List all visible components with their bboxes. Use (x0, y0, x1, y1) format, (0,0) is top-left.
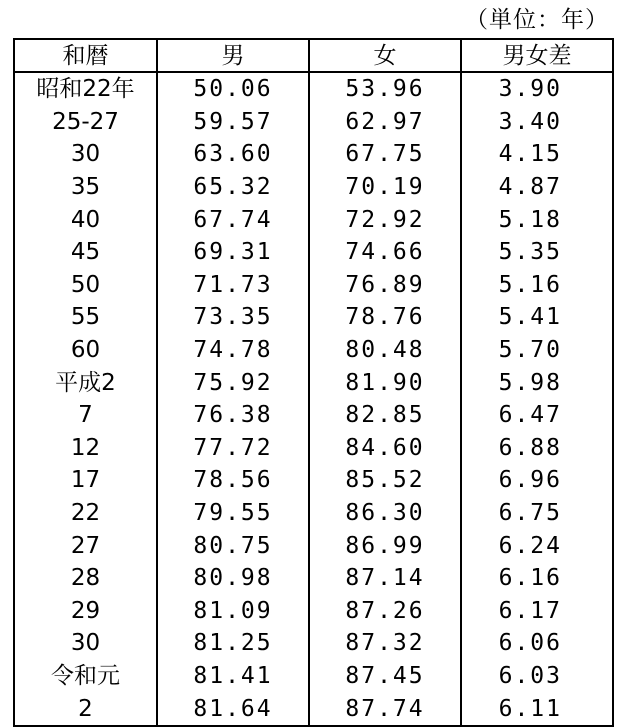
diff-cell: 5.16 (461, 269, 613, 302)
female-cell: 70.19 (309, 171, 461, 204)
table-row (14, 595, 613, 628)
era-cell: 35 (14, 171, 157, 204)
diff-cell: 6.06 (461, 627, 613, 660)
era-cell: 27 (14, 529, 157, 562)
era-cell: 45 (14, 236, 157, 269)
header-era: 和暦 (14, 39, 157, 72)
header-male: 男 (157, 39, 309, 72)
female-cell: 76.89 (309, 269, 461, 302)
female-cell: 87.74 (309, 692, 461, 726)
male-cell: 67.74 (157, 203, 309, 236)
female-cell: 86.30 (309, 497, 461, 530)
table-body (14, 72, 613, 726)
female-cell: 87.26 (309, 595, 461, 628)
diff-cell: 6.47 (461, 399, 613, 432)
diff-cell: 3.40 (461, 106, 613, 139)
female-cell: 87.32 (309, 627, 461, 660)
table-row (14, 138, 613, 171)
table-row (14, 529, 613, 562)
era-cell: 50 (14, 269, 157, 302)
male-cell: 79.55 (157, 497, 309, 530)
era-cell: 22 (14, 497, 157, 530)
male-cell: 80.75 (157, 529, 309, 562)
male-cell: 74.78 (157, 334, 309, 367)
table-row (14, 171, 613, 204)
female-cell: 86.99 (309, 529, 461, 562)
female-cell: 82.85 (309, 399, 461, 432)
era-cell: 平成2 (14, 366, 157, 399)
female-cell: 74.66 (309, 236, 461, 269)
diff-cell: 6.03 (461, 660, 613, 693)
era-cell: 60 (14, 334, 157, 367)
diff-cell: 5.70 (461, 334, 613, 367)
female-cell: 80.48 (309, 334, 461, 367)
diff-cell: 6.75 (461, 497, 613, 530)
header-row (14, 39, 613, 72)
diff-cell: 6.17 (461, 595, 613, 628)
life-expectancy-table (13, 38, 614, 727)
unit-note: （単位：年） (465, 7, 609, 33)
table-row (14, 432, 613, 465)
female-cell: 67.75 (309, 138, 461, 171)
table-row (14, 269, 613, 302)
table-row (14, 562, 613, 595)
era-cell: 28 (14, 562, 157, 595)
diff-cell: 6.88 (461, 432, 613, 465)
table-row (14, 366, 613, 399)
table-row (14, 692, 613, 726)
table-row (14, 236, 613, 269)
female-cell: 84.60 (309, 432, 461, 465)
female-cell: 72.92 (309, 203, 461, 236)
male-cell: 73.35 (157, 301, 309, 334)
diff-cell: 6.96 (461, 464, 613, 497)
male-cell: 69.31 (157, 236, 309, 269)
female-cell: 53.96 (309, 72, 461, 106)
table-row (14, 464, 613, 497)
diff-cell: 5.98 (461, 366, 613, 399)
male-cell: 81.25 (157, 627, 309, 660)
table-row (14, 203, 613, 236)
male-cell: 65.32 (157, 171, 309, 204)
era-cell: 55 (14, 301, 157, 334)
header-diff: 男女差 (461, 39, 613, 72)
era-cell: 30 (14, 627, 157, 660)
table-row (14, 334, 613, 367)
diff-cell: 6.11 (461, 692, 613, 726)
era-cell: 令和元 (14, 660, 157, 693)
male-cell: 80.98 (157, 562, 309, 595)
male-cell: 81.09 (157, 595, 309, 628)
era-cell: 17 (14, 464, 157, 497)
diff-cell: 3.90 (461, 72, 613, 106)
diff-cell: 4.87 (461, 171, 613, 204)
era-cell: 30 (14, 138, 157, 171)
era-cell: 昭和22年 (14, 72, 157, 106)
male-cell: 78.56 (157, 464, 309, 497)
diff-cell: 5.35 (461, 236, 613, 269)
female-cell: 62.97 (309, 106, 461, 139)
diff-cell: 6.16 (461, 562, 613, 595)
diff-cell: 5.41 (461, 301, 613, 334)
era-cell: 2 (14, 692, 157, 726)
male-cell: 76.38 (157, 399, 309, 432)
diff-cell: 6.24 (461, 529, 613, 562)
male-cell: 77.72 (157, 432, 309, 465)
header-female: 女 (309, 39, 461, 72)
table-row (14, 660, 613, 693)
table-row (14, 106, 613, 139)
female-cell: 87.14 (309, 562, 461, 595)
era-cell: 29 (14, 595, 157, 628)
era-cell: 12 (14, 432, 157, 465)
table-row (14, 301, 613, 334)
table-row (14, 627, 613, 660)
era-cell: 40 (14, 203, 157, 236)
era-cell: 7 (14, 399, 157, 432)
female-cell: 87.45 (309, 660, 461, 693)
table-row (14, 72, 613, 106)
female-cell: 85.52 (309, 464, 461, 497)
male-cell: 71.73 (157, 269, 309, 302)
male-cell: 75.92 (157, 366, 309, 399)
male-cell: 81.41 (157, 660, 309, 693)
table-header (14, 39, 613, 72)
male-cell: 50.06 (157, 72, 309, 106)
diff-cell: 5.18 (461, 203, 613, 236)
male-cell: 63.60 (157, 138, 309, 171)
male-cell: 81.64 (157, 692, 309, 726)
diff-cell: 4.15 (461, 138, 613, 171)
female-cell: 78.76 (309, 301, 461, 334)
table-row (14, 399, 613, 432)
female-cell: 81.90 (309, 366, 461, 399)
male-cell: 59.57 (157, 106, 309, 139)
table-row (14, 497, 613, 530)
era-cell: 25-27 (14, 106, 157, 139)
